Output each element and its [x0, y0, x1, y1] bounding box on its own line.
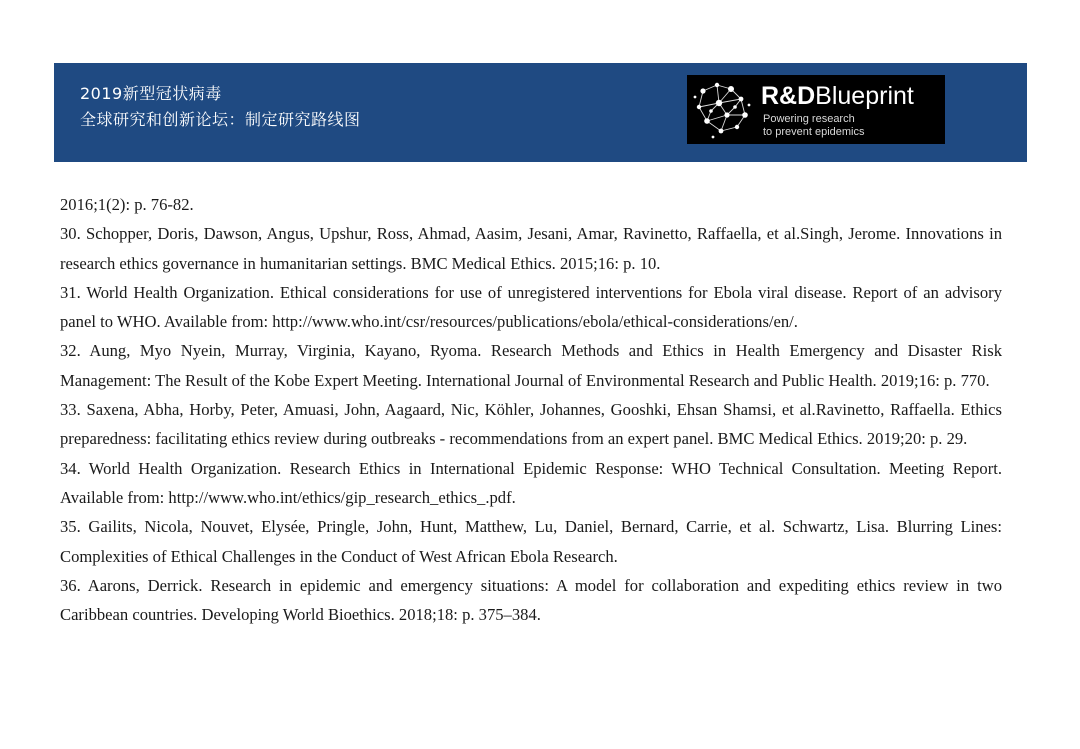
- forum-title-line1: 2019新型冠状病毒: [80, 84, 222, 103]
- header-banner: [54, 63, 1027, 162]
- reference-list: [60, 190, 1002, 629]
- logo-tagline-line1: Powering research: [763, 113, 855, 125]
- reference-item: 2016;1(2): p. 76-82.: [60, 195, 194, 214]
- reference-item: 34. World Health Organization. Research Ethics in International Epidemic Response: WHO Technical Consultation. Meeting Report. Available from: http://www.who.int/ethics/gip_research_ethics_.pdf.: [60, 458, 1002, 507]
- reference-item: 35. Gailits, Nicola, Nouvet, Elysée, Pringle, John, Hunt, Matthew, Lu, Daniel, Bernard, Carrie, et al. Schwartz, Lisa. Blurring Lines: Complexities of Ethical Challenges in the Conduct of West African Ebola Research.: [60, 517, 1002, 566]
- logo-wordmark-regular: Blueprint: [815, 82, 914, 110]
- reference-item: 36. Aarons, Derrick. Research in epidemic and emergency situations: A model for collaboration and expediting ethics review in two Caribbean countries. Developing World Bioethics. 2018;18: p. 375–384.: [60, 575, 1002, 625]
- logo-tagline-line2: to prevent epidemics: [763, 125, 865, 138]
- reference-item: 32. Aung, Myo Nyein, Murray, Virginia, Kayano, Ryoma. Research Methods and Ethics in Health Emergency and Disaster Risk Management: The Result of the Kobe Expert Meeting. International Journal of Environmental Research and Public Health. 2019;16: p. 770.: [60, 341, 1002, 390]
- logo-wordmark: [761, 81, 914, 111]
- network-globe-icon: [691, 77, 757, 142]
- reference-item: 33. Saxena, Abha, Horby, Peter, Amuasi, John, Aagaard, Nic, Köhler, Johannes, Gooshki, Ehsan Shamsi, et al.Ravinetto, Raffaella. Ethics preparedness: facilitating ethics review during outbreaks - recommendations from an expert panel. BMC Medical Ethics. 2019;20: p. 29.: [60, 400, 1002, 449]
- reference-item: 30. Schopper, Doris, Dawson, Angus, Upshur, Ross, Ahmad, Aasim, Jesani, Amar, Ravinetto, Raffaella, et al.Singh, Jerome. Innovations in research ethics governance in humanitarian settings. BMC Medical Ethics. 2015;16: p. 10.: [60, 224, 1002, 273]
- logo-tagline: [763, 113, 865, 138]
- logo-wordmark-bold: R&D: [761, 82, 816, 110]
- reference-item: 31. World Health Organization. Ethical considerations for use of unregistered interventions for Ebola viral disease. Report of an advisory panel to WHO. Available from: http://www.who.int/csr/resources/publications/ebola/ethical-considerations/en/.: [60, 282, 1002, 332]
- forum-title-line2: 全球研究和创新论坛：制定研究路线图: [80, 110, 361, 129]
- forum-title: [80, 81, 361, 133]
- rd-blueprint-logo: [687, 75, 945, 144]
